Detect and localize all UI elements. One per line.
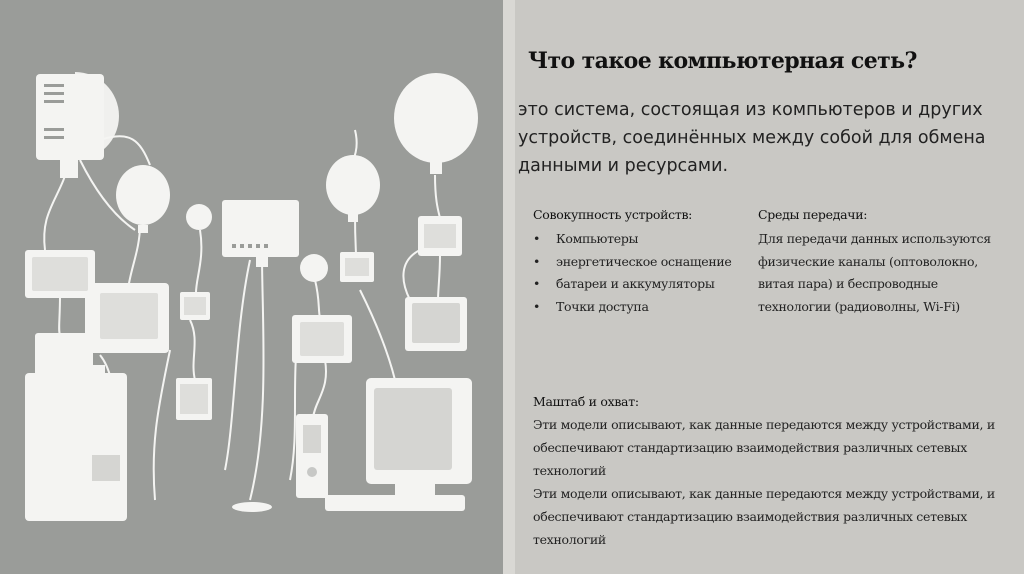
scale-heading: Маштаб и охват: [533, 394, 639, 409]
cable [313, 360, 326, 418]
network-devices-illustration [0, 0, 503, 574]
media-text: Для передачи данных используются физические каналы (оптоволокно, витая пара) и беспроводные технологии (радиоволны, Wi-Fi) [758, 231, 991, 314]
devices-section [533, 207, 743, 318]
slide-subtitle: это система, состоящая из компьютеров и других устройств, соединённых между собой для обмена данными и ресурсами. [518, 100, 986, 176]
list-item: • Точки доступа [533, 296, 743, 319]
cable [128, 225, 140, 290]
list-item: • энергетическое оснащение [533, 251, 743, 274]
cable [59, 295, 60, 335]
cable [190, 320, 195, 380]
devices-list [533, 228, 743, 318]
scale-paragraph: Эти модели описывают, как данные передаются между устройствами, и обеспечивают стандартизацию взаимодействия различных сетевых технологий [533, 486, 995, 547]
cable [438, 255, 440, 300]
scale-paragraph: Эти модели описывают, как данные передаются между устройствами, и обеспечивают стандартизацию взаимодействия различных сетевых технологий [533, 417, 995, 478]
cable [403, 250, 420, 300]
cable [225, 260, 250, 470]
cable [196, 230, 201, 295]
list-item: • Компьютеры [533, 228, 743, 251]
media-section [758, 207, 1008, 318]
scale-section [533, 394, 1003, 551]
media-heading: Среды передачи: [758, 207, 868, 222]
slide-title: Что такое компьютерная сеть? [528, 48, 917, 74]
cable [315, 280, 320, 318]
panel-divider [503, 0, 515, 574]
devices-heading: Совокупность устройств: [533, 207, 693, 222]
cable [154, 350, 170, 500]
cable [435, 175, 440, 218]
list-item: • батареи и аккумуляторы [533, 273, 743, 296]
cable [360, 290, 395, 380]
cable [250, 255, 264, 500]
